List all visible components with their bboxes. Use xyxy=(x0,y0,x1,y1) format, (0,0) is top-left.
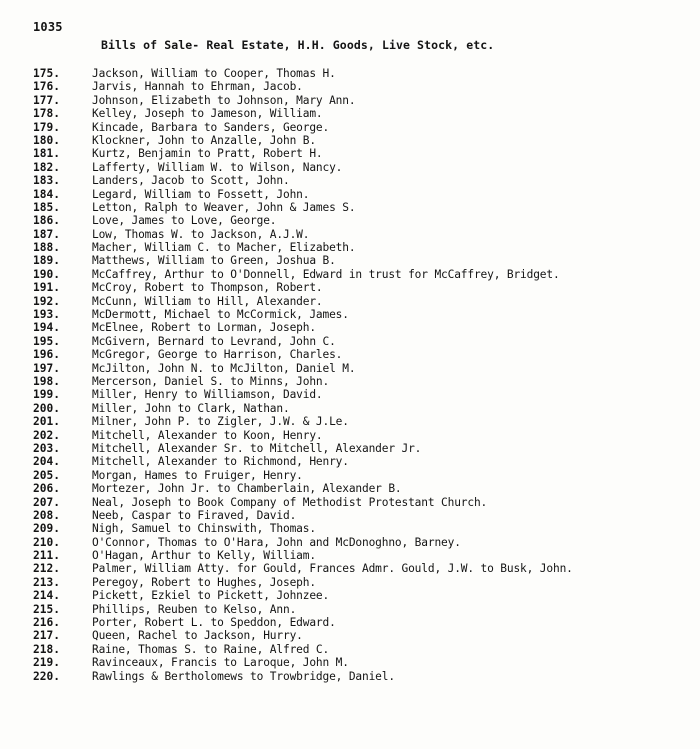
entry-text: Mitchell, Alexander Sr. to Mitchell, Alexander Jr. xyxy=(92,441,422,455)
list-item xyxy=(33,80,697,93)
entry-text: Matthews, William to Green, Joshua B. xyxy=(92,254,336,268)
entry-number: 196. xyxy=(33,348,60,362)
entry-number: 210. xyxy=(33,535,60,549)
entry-number: 218. xyxy=(33,642,60,656)
list-item xyxy=(33,549,697,562)
entry-number: 220. xyxy=(33,669,60,683)
entry-number: 193. xyxy=(33,308,60,322)
entry-number: 187. xyxy=(33,227,60,241)
entry-number: 207. xyxy=(33,495,60,509)
entry-text: Love, James to Love, George. xyxy=(92,214,277,228)
entry-text: Phillips, Reuben to Kelso, Ann. xyxy=(92,602,297,616)
entry-text: McCunn, William to Hill, Alexander. xyxy=(92,294,323,308)
entry-text: Jackson, William to Cooper, Thomas H. xyxy=(92,67,336,80)
list-item xyxy=(33,603,697,616)
entry-number: 208. xyxy=(33,508,60,522)
list-item xyxy=(33,643,697,656)
entry-text: McGivern, Bernard to Levrand, John C. xyxy=(92,334,336,348)
entry-text: Mitchell, Alexander to Koon, Henry. xyxy=(92,428,323,442)
entry-text: Jarvis, Hannah to Ehrman, Jacob. xyxy=(92,80,303,94)
list-item xyxy=(33,670,697,683)
entry-text: Kurtz, Benjamin to Pratt, Robert H. xyxy=(92,147,323,161)
list-item xyxy=(33,482,697,495)
entry-text: Landers, Jacob to Scott, John. xyxy=(92,174,290,188)
entry-text: Mercerson, Daniel S. to Minns, John. xyxy=(92,374,330,388)
list-item xyxy=(33,107,697,120)
entry-number: 182. xyxy=(33,160,60,174)
list-item xyxy=(33,576,697,589)
entry-text: Kincade, Barbara to Sanders, George. xyxy=(92,120,330,134)
entry-number: 201. xyxy=(33,415,60,429)
entry-text: Johnson, Elizabeth to Johnson, Mary Ann. xyxy=(92,93,356,107)
entry-text: Porter, Robert L. to Speddon, Edward. xyxy=(92,616,336,630)
entry-number: 209. xyxy=(33,522,60,536)
entry-text: McDermott, Michael to McCormick, James. xyxy=(92,308,349,322)
entry-text: Raine, Thomas S. to Raine, Alfred C. xyxy=(92,642,330,656)
entry-text: Nigh, Samuel to Chinswith, Thomas. xyxy=(92,522,316,536)
entry-number: 199. xyxy=(33,388,60,402)
list-item xyxy=(33,94,697,107)
entry-number: 191. xyxy=(33,281,60,295)
page-number: 1035 xyxy=(33,20,63,34)
list-item xyxy=(33,268,697,281)
list-item xyxy=(33,616,697,629)
list-item xyxy=(33,214,697,227)
entry-number: 200. xyxy=(33,401,60,415)
entry-number: 184. xyxy=(33,187,60,201)
entry-text: Ravinceaux, Francis to Laroque, John M. xyxy=(92,656,349,670)
list-item xyxy=(33,496,697,509)
entry-text: Palmer, William Atty. for Gould, Frances Admr. Gould, J.W. to Busk, John. xyxy=(92,562,573,576)
entry-list xyxy=(33,67,697,683)
list-item xyxy=(33,348,697,361)
entry-text: Macher, William C. to Macher, Elizabeth. xyxy=(92,241,356,255)
entry-text: Pickett, Ezkiel to Pickett, Johnzee. xyxy=(92,589,330,603)
entry-text: Peregoy, Robert to Hughes, Joseph. xyxy=(92,575,316,589)
entry-text: Mitchell, Alexander to Richmond, Henry. xyxy=(92,455,349,469)
entry-text: Neal, Joseph to Book Company of Methodist Protestant Church. xyxy=(92,495,488,509)
entry-text: Mortezer, John Jr. to Chamberlain, Alexander B. xyxy=(92,482,402,496)
entry-number: 215. xyxy=(33,602,60,616)
entry-number: 176. xyxy=(33,80,60,94)
list-item xyxy=(33,388,697,401)
entry-number: 192. xyxy=(33,294,60,308)
list-item xyxy=(33,509,697,522)
entry-number: 203. xyxy=(33,441,60,455)
entry-text: Legard, William to Fossett, John. xyxy=(92,187,310,201)
entry-text: Queen, Rachel to Jackson, Hurry. xyxy=(92,629,303,643)
page-title: Bills of Sale- Real Estate, H.H. Goods, Live Stock, etc. xyxy=(101,38,495,52)
entry-text: Milner, John P. to Zigler, J.W. & J.Le. xyxy=(92,415,349,429)
entry-number: 183. xyxy=(33,174,60,188)
list-item xyxy=(33,562,697,575)
entry-text: Klockner, John to Anzalle, John B. xyxy=(92,133,316,147)
entry-text: Miller, Henry to Williamson, David. xyxy=(92,388,323,402)
list-item xyxy=(33,134,697,147)
list-item xyxy=(33,656,697,669)
list-item xyxy=(33,228,697,241)
entry-number: 213. xyxy=(33,575,60,589)
entry-text: McCaffrey, Arthur to O'Donnell, Edward in trust for McCaffrey, Bridget. xyxy=(92,267,560,281)
list-item xyxy=(33,147,697,160)
entry-number: 202. xyxy=(33,428,60,442)
list-item xyxy=(33,321,697,334)
entry-number: 205. xyxy=(33,468,60,482)
list-item xyxy=(33,201,697,214)
entry-number: 219. xyxy=(33,656,60,670)
list-item xyxy=(33,536,697,549)
entry-text: O'Hagan, Arthur to Kelly, William. xyxy=(92,549,316,563)
list-item xyxy=(33,161,697,174)
entry-number: 180. xyxy=(33,133,60,147)
entry-number: 190. xyxy=(33,267,60,281)
entry-number: 194. xyxy=(33,321,60,335)
list-item xyxy=(33,295,697,308)
entry-number: 177. xyxy=(33,93,60,107)
entry-text: Letton, Ralph to Weaver, John & James S. xyxy=(92,200,356,214)
entry-number: 178. xyxy=(33,107,60,121)
entry-number: 217. xyxy=(33,629,60,643)
entry-number: 214. xyxy=(33,589,60,603)
list-item xyxy=(33,254,697,267)
entry-number: 211. xyxy=(33,549,60,563)
entry-text: O'Connor, Thomas to O'Hara, John and McDonoghno, Barney. xyxy=(92,535,461,549)
list-item xyxy=(33,188,697,201)
list-item xyxy=(33,402,697,415)
list-item xyxy=(33,335,697,348)
list-item xyxy=(33,469,697,482)
entry-number: 188. xyxy=(33,241,60,255)
entry-number: 189. xyxy=(33,254,60,268)
list-item xyxy=(33,281,697,294)
entry-text: Rawlings & Bertholomews to Trowbridge, Daniel. xyxy=(92,669,395,683)
list-item xyxy=(33,429,697,442)
list-item xyxy=(33,174,697,187)
entry-text: Low, Thomas W. to Jackson, A.J.W. xyxy=(92,227,310,241)
entry-text: Morgan, Hames to Fruiger, Henry. xyxy=(92,468,303,482)
list-item xyxy=(33,455,697,468)
entry-text: McGregor, George to Harrison, Charles. xyxy=(92,348,343,362)
entry-number: 198. xyxy=(33,374,60,388)
entry-number: 195. xyxy=(33,334,60,348)
entry-text: Kelley, Joseph to Jameson, William. xyxy=(92,107,323,121)
list-item xyxy=(33,589,697,602)
entry-text: Lafferty, William W. to Wilson, Nancy. xyxy=(92,160,343,174)
list-item xyxy=(33,362,697,375)
entry-number: 181. xyxy=(33,147,60,161)
entry-number: 179. xyxy=(33,120,60,134)
entry-number: 204. xyxy=(33,455,60,469)
entry-number: 185. xyxy=(33,200,60,214)
entry-text: McJilton, John N. to McJilton, Daniel M. xyxy=(92,361,356,375)
entry-number: 216. xyxy=(33,616,60,630)
list-item xyxy=(33,415,697,428)
entry-text: McCroy, Robert to Thompson, Robert. xyxy=(92,281,323,295)
list-item xyxy=(33,67,697,80)
entry-text: Neeb, Caspar to Firaved, David. xyxy=(92,508,297,522)
entry-text: Miller, John to Clark, Nathan. xyxy=(92,401,290,415)
list-item xyxy=(33,121,697,134)
entry-number: 197. xyxy=(33,361,60,375)
list-item xyxy=(33,375,697,388)
entry-number: 175. xyxy=(33,67,60,80)
list-item xyxy=(33,308,697,321)
entry-number: 212. xyxy=(33,562,60,576)
list-item xyxy=(33,629,697,642)
list-item xyxy=(33,241,697,254)
entry-number: 186. xyxy=(33,214,60,228)
entry-number: 206. xyxy=(33,482,60,496)
list-item xyxy=(33,442,697,455)
list-item xyxy=(33,522,697,535)
entry-text: McElnee, Robert to Lorman, Joseph. xyxy=(92,321,316,335)
